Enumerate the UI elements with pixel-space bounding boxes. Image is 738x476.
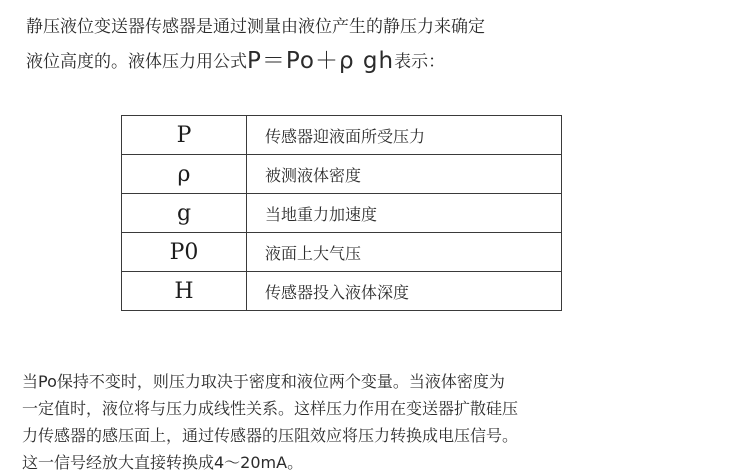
intro-line-2-suffix: 表示： bbox=[394, 52, 446, 72]
description-cell: 当地重力加速度 bbox=[247, 194, 562, 233]
closing-line-3: 力传感器的感压面上，通过传感器的压阻效应将压力转换成电压信号。 bbox=[22, 426, 519, 445]
closing-line-2: 一定值时，液位将与压力成线性关系。这样压力作用在变送器扩散硅压 bbox=[22, 399, 519, 418]
symbol-cell: g bbox=[122, 194, 247, 233]
pressure-formula: P＝Po＋ρ gh bbox=[247, 48, 395, 74]
closing-line-1: 当Po保持不变时，则压力取决于密度和液位两个变量。当液体密度为 bbox=[22, 372, 505, 391]
table-row bbox=[122, 194, 562, 233]
symbol-cell: H bbox=[122, 272, 247, 311]
intro-paragraph bbox=[26, 10, 716, 79]
symbol-cell: P0 bbox=[122, 233, 247, 272]
description-cell: 传感器迎液面所受压力 bbox=[247, 116, 562, 155]
closing-line-4: 这一信号经放大直接转换成4～20mA。 bbox=[22, 453, 304, 472]
description-cell: 传感器投入液体深度 bbox=[247, 272, 562, 311]
table-row bbox=[122, 116, 562, 155]
intro-line-1: 静压液位变送器传感器是通过测量由液位产生的静压力来确定 bbox=[26, 17, 485, 37]
intro-line-2-prefix: 液位高度的。液体压力用公式 bbox=[26, 52, 247, 72]
table-row bbox=[122, 155, 562, 194]
table-row bbox=[122, 233, 562, 272]
description-cell: 液面上大气压 bbox=[247, 233, 562, 272]
symbol-cell: ρ bbox=[122, 155, 247, 194]
symbol-legend-table bbox=[121, 115, 562, 311]
table-row bbox=[122, 272, 562, 311]
symbol-cell: P bbox=[122, 116, 247, 155]
closing-paragraph bbox=[22, 368, 722, 476]
description-cell: 被测液体密度 bbox=[247, 155, 562, 194]
